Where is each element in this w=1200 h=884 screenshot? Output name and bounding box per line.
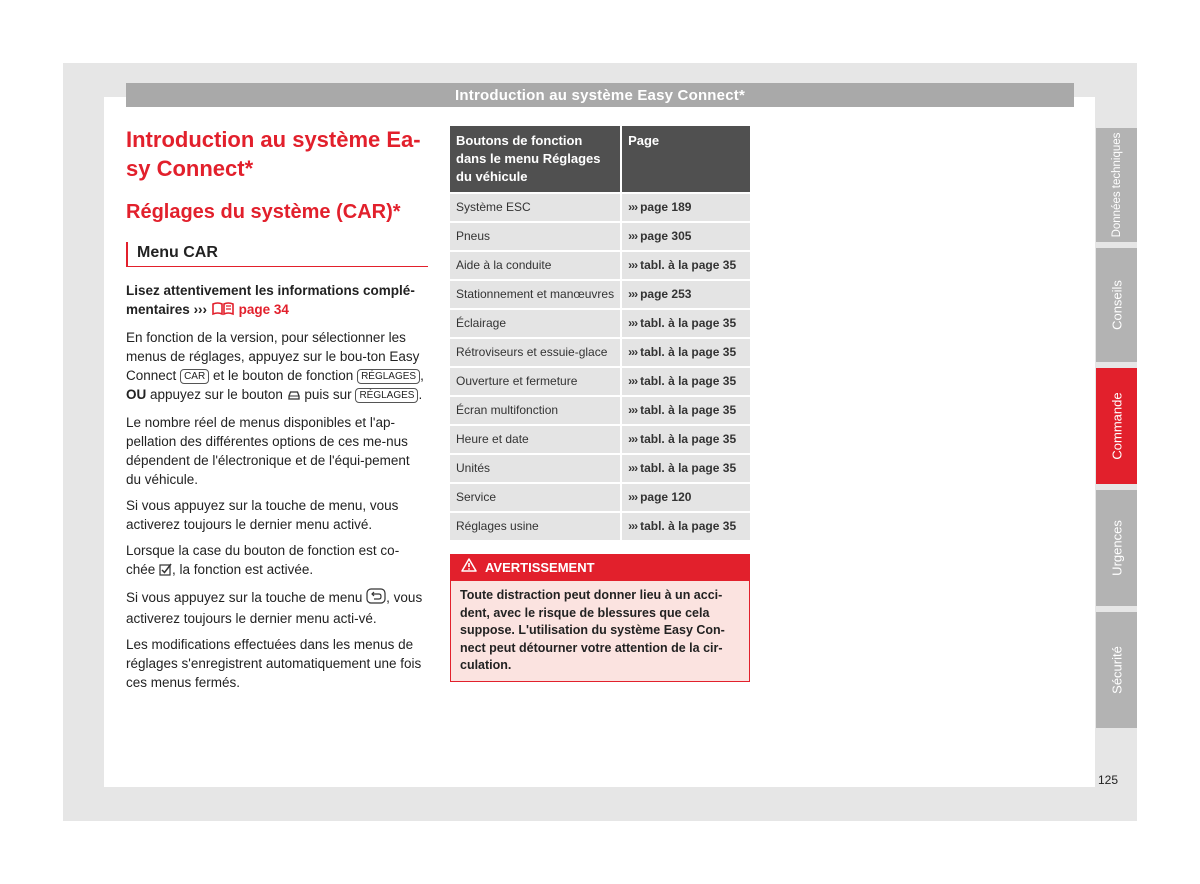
page-ref-cell[interactable]: [622, 397, 750, 426]
intro-chevron: ›››: [193, 302, 208, 317]
table-row: [450, 192, 750, 223]
p1-text-b: et le bouton de fonction: [212, 368, 354, 383]
function-cell: Réglages usine: [450, 513, 622, 542]
table-row: [450, 281, 750, 310]
paragraph-4: [126, 541, 428, 581]
page-ref-text: tabl. à la page 35: [640, 374, 737, 388]
page-ref-text: tabl. à la page 35: [640, 432, 737, 446]
page-ref-text: tabl. à la page 35: [640, 316, 737, 330]
paragraph-2: Le nombre réel de menus disponibles et l'ap-pellation des différentes options de ces me-nus dépendent de l'électronique et de l'équi-pement du véhicule.: [126, 415, 410, 487]
page-ref-text: tabl. à la page 35: [640, 345, 737, 359]
warning-title: AVERTISSEMENT: [485, 560, 595, 575]
warning-header: [451, 555, 749, 581]
page-ref-text: page 120: [640, 490, 692, 504]
chevron-icon: ›››: [628, 229, 638, 243]
page-ref-cell[interactable]: [622, 426, 750, 455]
function-cell: Éclairage: [450, 310, 622, 339]
chevron-icon: ›››: [628, 345, 638, 359]
table-row: [450, 455, 750, 484]
paragraph-6: Les modifications effectuées dans les menus de réglages s'enregistrent automatiquement une fois ces menus fermés.: [126, 637, 422, 690]
tab-label: Données techniques: [1110, 132, 1123, 238]
tab-donnees-techniques[interactable]: [1096, 128, 1137, 242]
chevron-icon: ›››: [628, 200, 638, 214]
intro-note: [126, 281, 428, 321]
checkbox-checked-icon: [159, 562, 172, 581]
function-cell: Service: [450, 484, 622, 513]
running-header: Introduction au système Easy Connect*: [126, 83, 1074, 107]
p5-text-b: , vous activerez toujours le dernier menu acti-vé.: [126, 590, 423, 626]
p1-text-a: En fonction de la version, pour sélectionner les menus de réglages, appuyez sur le bou-ton Easy Connect: [126, 330, 420, 383]
tab-securite[interactable]: [1096, 612, 1137, 728]
left-column: [126, 125, 428, 692]
page-ref-cell[interactable]: [622, 368, 750, 397]
function-cell: Ouverture et fermeture: [450, 368, 622, 397]
function-cell: Rétroviseurs et essuie-glace: [450, 339, 622, 368]
table-row: [450, 513, 750, 542]
p1-or: OU: [126, 387, 147, 402]
chevron-icon: ›››: [628, 490, 638, 504]
function-cell: Écran multifonction: [450, 397, 622, 426]
p1-text-d: puis sur: [304, 387, 352, 402]
section-title: Introduction au système Ea-sy Connect*: [126, 127, 421, 181]
table-row: [450, 484, 750, 513]
chevron-icon: ›››: [628, 519, 638, 533]
table-row: [450, 252, 750, 281]
warning-box: [450, 554, 750, 682]
function-cell: Aide à la conduite: [450, 252, 622, 281]
function-cell: Système ESC: [450, 192, 622, 223]
menu-back-key-icon: [366, 588, 386, 609]
table-row: [450, 223, 750, 252]
table-row: [450, 397, 750, 426]
page-ref-cell[interactable]: [622, 310, 750, 339]
intro-page-link[interactable]: page 34: [238, 302, 289, 317]
function-cell: Stationnement et manœuvres: [450, 281, 622, 310]
tab-commande[interactable]: [1096, 368, 1137, 484]
page-ref-text: tabl. à la page 35: [640, 461, 737, 475]
chevron-icon: ›››: [628, 403, 638, 417]
car-icon: [287, 387, 301, 406]
page-ref-cell[interactable]: [622, 281, 750, 310]
tab-label: Commande: [1109, 392, 1124, 460]
page-ref-text: page 305: [640, 229, 692, 243]
reglages-key: RÉGLAGES: [357, 369, 420, 384]
page-ref-text: tabl. à la page 35: [640, 403, 737, 417]
page-ref-cell[interactable]: [622, 455, 750, 484]
section-subtitle: Réglages du système (CAR)*: [126, 201, 401, 223]
chevron-icon: ›››: [628, 374, 638, 388]
chevron-icon: ›››: [628, 461, 638, 475]
chevron-icon: ›››: [628, 432, 638, 446]
table-header-page: Page: [622, 126, 750, 192]
tab-label: Conseils: [1109, 280, 1124, 330]
paragraph-3: Si vous appuyez sur la touche de menu, vous activerez toujours le dernier menu activé.: [126, 498, 399, 532]
menu-heading: Menu CAR: [126, 242, 428, 267]
p1-text-c: appuyez sur le bouton: [150, 387, 283, 402]
chevron-icon: ›››: [628, 287, 638, 301]
p5-text-a: Si vous appuyez sur la touche de menu: [126, 590, 363, 605]
function-cell: Pneus: [450, 223, 622, 252]
function-buttons-table: [450, 126, 750, 542]
table-header-function: Boutons de fonction dans le menu Réglages du véhicule: [450, 126, 622, 192]
table-row: [450, 310, 750, 339]
p4-text-a: Lorsque la case du bouton de fonction est co-chée: [126, 543, 400, 577]
tab-label: Urgences: [1109, 520, 1124, 576]
page-ref-cell[interactable]: [622, 192, 750, 223]
paragraph-5: [126, 588, 428, 628]
page-ref-text: page 189: [640, 200, 692, 214]
car-button-key: CAR: [180, 369, 209, 384]
page-ref-cell[interactable]: [622, 223, 750, 252]
page-ref-text: page 253: [640, 287, 692, 301]
intro-text: Lisez attentivement les informations complé-mentaires: [126, 283, 415, 317]
chevron-icon: ›››: [628, 316, 638, 330]
chevron-icon: ›››: [628, 258, 638, 272]
page-ref-text: tabl. à la page 35: [640, 258, 737, 272]
page-ref-cell[interactable]: [622, 252, 750, 281]
page-ref-text: tabl. à la page 35: [640, 519, 737, 533]
warning-text: Toute distraction peut donner lieu à un acci-dent, avec le risque de blessures que cela suppose. L'utilisation du système Easy Con-nect peut détourner votre attention de la cir-culation.: [451, 581, 749, 681]
tab-conseils[interactable]: [1096, 248, 1137, 362]
table-row: [450, 426, 750, 455]
warning-triangle-icon: [461, 555, 477, 581]
tab-urgences[interactable]: [1096, 490, 1137, 606]
page-ref-cell[interactable]: [622, 513, 750, 542]
table-row: [450, 368, 750, 397]
page-number: 125: [1098, 773, 1119, 787]
reglages-key-2: RÉGLAGES: [355, 388, 418, 403]
book-reference-icon: [211, 301, 235, 321]
function-cell: Heure et date: [450, 426, 622, 455]
table-row: [450, 339, 750, 368]
table-header-row: [450, 126, 750, 192]
page-ref-cell[interactable]: [622, 339, 750, 368]
p4-text-b: , la fonction est activée.: [172, 562, 314, 577]
page-ref-cell[interactable]: [622, 484, 750, 513]
function-cell: Unités: [450, 455, 622, 484]
paragraph-1: En fonction de la version, pour sélectionner les menus de réglages, appuyez sur le bou-ton Easy Connect CAR et le bouton de fonction RÉGLAGES , OU appuyez sur le bouton puis sur RÉGLAGES .: [126, 328, 428, 406]
tab-label: Sécurité: [1109, 646, 1124, 694]
